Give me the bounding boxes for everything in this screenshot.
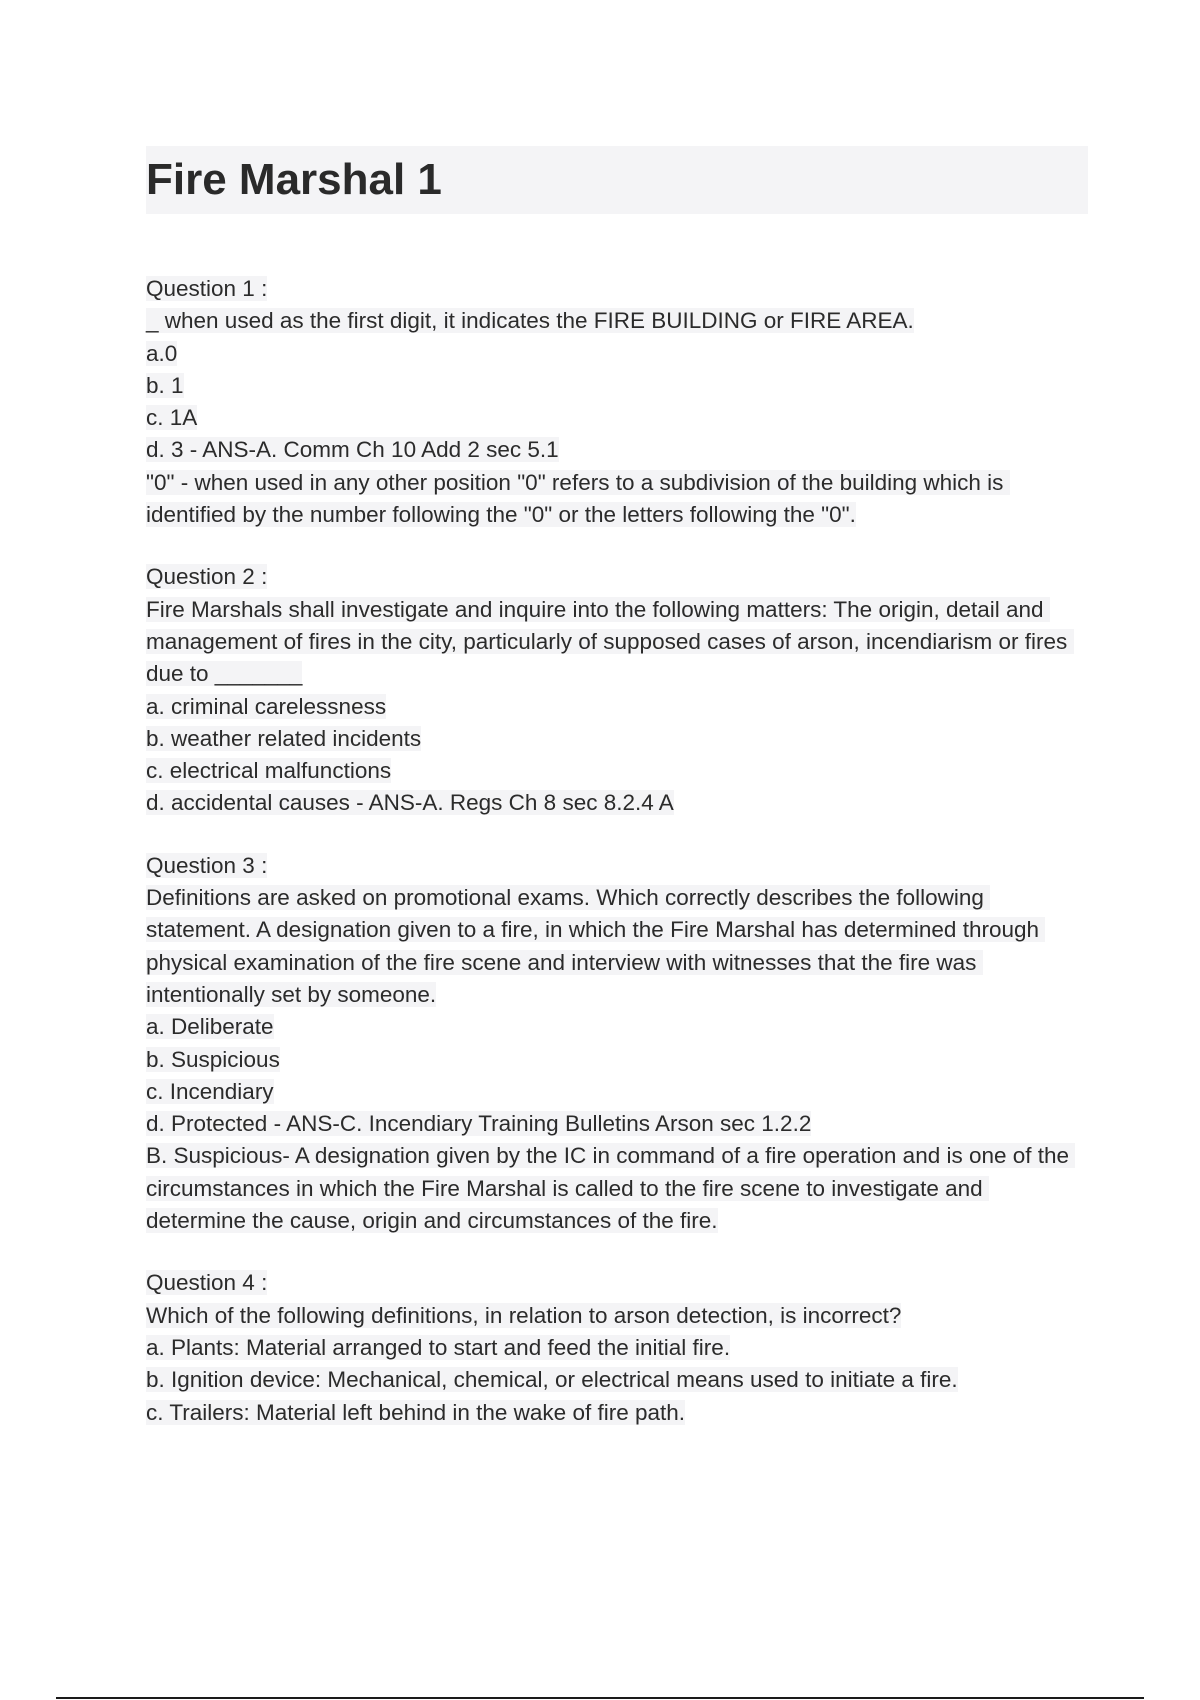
answer-option: c. Incendiary	[146, 1078, 274, 1104]
answer-explanation: "0" - when used in any other position "0" refers to a subdivision of the building which is identified by the number following the "0" or the letters following the "0".	[146, 469, 1010, 528]
answer-option: c. Trailers: Material left behind in the wake of fire path.	[146, 1399, 686, 1425]
answer-option: c. electrical malfunctions	[146, 758, 392, 784]
answer-option: d. 3 - ANS-A. Comm Ch 10 Add 2 sec 5.1	[146, 437, 559, 463]
question-4	[146, 1267, 1088, 1428]
answer-explanation: B. Suspicious- A designation given by the IC in command of a fire operation and is one of the circumstances in which the Fire Marshal is called to the fire scene to investigate and determine the cause, origin and circumstances of the fire.	[146, 1143, 1076, 1234]
answer-option: a. Plants: Material arranged to start and feed the initial fire.	[146, 1334, 731, 1360]
question-2	[146, 561, 1088, 819]
answer-option: b. Ignition device: Mechanical, chemical, or electrical means used to initiate a fire.	[146, 1367, 958, 1393]
answer-option: a. Deliberate	[146, 1014, 274, 1040]
question-text: Fire Marshals shall investigate and inquire into the following matters: The origin, detail and management of fires in the city, particularly of supposed cases of arson, incendiarism or fires due to _______	[146, 596, 1074, 687]
answer-option: d. Protected - ANS-C. Incendiary Training Bulletins Arson sec 1.2.2	[146, 1111, 812, 1137]
question-text: Which of the following definitions, in relation to arson detection, is incorrect?	[146, 1302, 902, 1328]
answer-option: a. criminal carelessness	[146, 693, 387, 719]
question-label: Question 3 :	[146, 852, 268, 878]
question-label: Question 4 :	[146, 1270, 268, 1296]
page-bottom-rule	[56, 1697, 1144, 1699]
page-title-bar	[146, 146, 1088, 214]
answer-option: c. 1A	[146, 405, 198, 431]
answer-option: d. accidental causes - ANS-A. Regs Ch 8 sec 8.2.4 A	[146, 790, 674, 816]
page-title: Fire Marshal 1	[146, 155, 442, 204]
answer-option: b. weather related incidents	[146, 725, 422, 751]
question-text: Definitions are asked on promotional exams. Which correctly describes the following statement. A designation given to a fire, in which the Fire Marshal has determined through physical examination of the fire scene and interview with witnesses that the fire was intentionally set by someone.	[146, 885, 1046, 1007]
question-text: _ when used as the first digit, it indicates the FIRE BUILDING or FIRE AREA.	[146, 308, 914, 334]
answer-option: b. Suspicious	[146, 1046, 280, 1072]
document-body	[146, 273, 1088, 1459]
question-label: Question 1 :	[146, 276, 268, 301]
question-1	[146, 273, 1088, 531]
question-3	[146, 850, 1088, 1238]
answer-option: a.0	[146, 340, 178, 366]
question-label: Question 2 :	[146, 564, 268, 590]
answer-option: b. 1	[146, 372, 184, 398]
